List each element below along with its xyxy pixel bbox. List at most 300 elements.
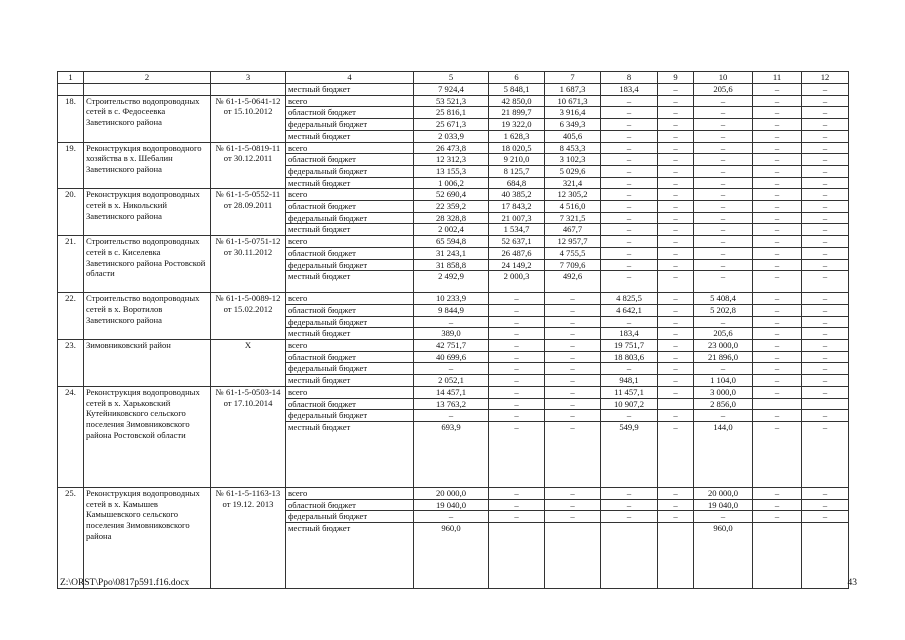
value-cell: – (545, 487, 601, 499)
value-cell: – (753, 304, 802, 316)
value-cell: 2 492,9 (414, 271, 489, 293)
value-cell: 3 916,4 (545, 107, 601, 119)
value-cell: – (601, 212, 658, 224)
value-cell: – (802, 107, 849, 119)
budget-type-cell: федеральный бюджет (286, 511, 414, 523)
value-cell: – (658, 499, 694, 511)
budget-type-cell: местный бюджет (286, 130, 414, 142)
value-cell: 22 359,2 (414, 201, 489, 213)
value-cell: – (802, 259, 849, 271)
table-row (58, 142, 849, 154)
value-cell: – (753, 351, 802, 363)
value-cell: 5 848,1 (489, 84, 545, 96)
value-cell: – (414, 363, 489, 375)
value-cell: 21 007,3 (489, 212, 545, 224)
value-cell: – (601, 236, 658, 248)
value-cell: – (658, 165, 694, 177)
value-cell: – (802, 130, 849, 142)
value-cell: 5 029,6 (545, 165, 601, 177)
column-number: 10 (694, 72, 753, 84)
value-cell: – (802, 119, 849, 131)
value-cell: – (601, 363, 658, 375)
value-cell: – (658, 142, 694, 154)
value-cell: – (753, 363, 802, 375)
value-cell: 4 516,0 (545, 201, 601, 213)
value-cell: – (802, 212, 849, 224)
value-cell: – (694, 247, 753, 259)
value-cell: 2 000,3 (489, 271, 545, 293)
document-number-cell: № 61-1-5-0552-11 от 28.09.2011 (211, 189, 286, 236)
value-cell: 21 899,7 (489, 107, 545, 119)
value-cell: – (658, 177, 694, 189)
value-cell: 19 040,0 (414, 499, 489, 511)
value-cell: – (753, 154, 802, 166)
value-cell: – (489, 421, 545, 487)
budget-type-cell: областной бюджет (286, 107, 414, 119)
value-cell: 19 040,0 (694, 499, 753, 511)
value-cell: – (802, 363, 849, 375)
value-cell: – (802, 154, 849, 166)
budget-type-cell: всего (286, 386, 414, 398)
document-number-cell: № 61-1-5-0819-11 от 30.12.2011 (211, 142, 286, 189)
value-cell: – (694, 142, 753, 154)
value-cell: 53 521,3 (414, 95, 489, 107)
value-cell: 28 328,8 (414, 212, 489, 224)
value-cell: – (658, 201, 694, 213)
value-cell: – (658, 271, 694, 293)
value-cell: – (802, 499, 849, 511)
value-cell: – (802, 410, 849, 422)
value-cell: 17 843,2 (489, 201, 545, 213)
value-cell: – (753, 142, 802, 154)
budget-type-cell: местный бюджет (286, 421, 414, 487)
budget-type-cell: федеральный бюджет (286, 363, 414, 375)
row-number-cell: 20. (58, 189, 84, 236)
column-number: 5 (414, 72, 489, 84)
value-cell: – (658, 375, 694, 387)
value-cell: – (658, 293, 694, 305)
value-cell: – (658, 224, 694, 236)
value-cell: – (753, 236, 802, 248)
value-cell: – (658, 259, 694, 271)
value-cell: 2 033,9 (414, 130, 489, 142)
value-cell: – (753, 177, 802, 189)
value-cell: – (545, 499, 601, 511)
value-cell: 2 052,1 (414, 375, 489, 387)
column-number: 8 (601, 72, 658, 84)
value-cell: 65 594,8 (414, 236, 489, 248)
value-cell: – (658, 212, 694, 224)
value-cell: 389,0 (414, 328, 489, 340)
value-cell: 19 322,0 (489, 119, 545, 131)
value-cell: 12 305,2 (545, 189, 601, 201)
value-cell: – (601, 511, 658, 523)
value-cell: – (658, 107, 694, 119)
value-cell: – (545, 328, 601, 340)
value-cell: – (658, 340, 694, 352)
value-cell: – (545, 410, 601, 422)
value-cell: – (658, 84, 694, 96)
value-cell: – (802, 351, 849, 363)
document-number-cell: № 61-1-5-1163-13 от 19.12. 2013 (211, 487, 286, 588)
budget-type-cell: федеральный бюджет (286, 259, 414, 271)
value-cell: – (658, 316, 694, 328)
value-cell: – (802, 421, 849, 487)
value-cell: 960,0 (414, 523, 489, 589)
value-cell: 25 671,3 (414, 119, 489, 131)
value-cell: – (489, 511, 545, 523)
value-cell: 21 896,0 (694, 351, 753, 363)
value-cell: 10 907,2 (601, 398, 658, 410)
value-cell: – (694, 119, 753, 131)
value-cell: – (601, 177, 658, 189)
value-cell: 9 844,9 (414, 304, 489, 316)
value-cell: – (802, 293, 849, 305)
value-cell (802, 523, 849, 589)
table-row (58, 487, 849, 499)
value-cell: – (601, 271, 658, 293)
value-cell: 18 020,5 (489, 142, 545, 154)
document-number-cell: Х (211, 340, 286, 387)
value-cell: – (753, 487, 802, 499)
budget-type-cell: федеральный бюджет (286, 410, 414, 422)
value-cell: 7 924,4 (414, 84, 489, 96)
budget-type-cell: местный бюджет (286, 271, 414, 293)
value-cell: 144,0 (694, 421, 753, 487)
value-cell: – (601, 247, 658, 259)
value-cell: 31 243,1 (414, 247, 489, 259)
value-cell: – (753, 130, 802, 142)
value-cell: – (753, 189, 802, 201)
value-cell: – (658, 421, 694, 487)
object-name-cell: Зимовниковский район (84, 340, 211, 387)
value-cell: – (753, 316, 802, 328)
value-cell: – (802, 189, 849, 201)
table-row (58, 293, 849, 305)
budget-type-cell: федеральный бюджет (286, 165, 414, 177)
value-cell: – (802, 247, 849, 259)
value-cell: – (658, 247, 694, 259)
value-cell: – (802, 375, 849, 387)
value-cell: – (753, 410, 802, 422)
budget-type-cell: областной бюджет (286, 398, 414, 410)
value-cell: 12 957,7 (545, 236, 601, 248)
value-cell: – (753, 375, 802, 387)
value-cell: 52 637,1 (489, 236, 545, 248)
value-cell: 25 816,1 (414, 107, 489, 119)
value-cell: – (753, 84, 802, 96)
value-cell: 549,9 (601, 421, 658, 487)
value-cell: – (802, 328, 849, 340)
value-cell: 8 453,3 (545, 142, 601, 154)
value-cell: – (601, 224, 658, 236)
value-cell: – (753, 271, 802, 293)
value-cell: – (414, 410, 489, 422)
value-cell: 1 534,7 (489, 224, 545, 236)
budget-type-cell: областной бюджет (286, 201, 414, 213)
value-cell: – (694, 316, 753, 328)
value-cell: – (694, 212, 753, 224)
value-cell: – (658, 328, 694, 340)
value-cell (753, 523, 802, 589)
value-cell: – (658, 511, 694, 523)
budget-type-cell: местный бюджет (286, 224, 414, 236)
budget-type-cell: всего (286, 340, 414, 352)
value-cell: 492,6 (545, 271, 601, 293)
budget-type-cell: федеральный бюджет (286, 212, 414, 224)
value-cell: – (694, 271, 753, 293)
value-cell: – (658, 236, 694, 248)
column-number: 3 (211, 72, 286, 84)
column-number: 2 (84, 72, 211, 84)
value-cell: – (694, 165, 753, 177)
value-cell: – (489, 499, 545, 511)
object-name-cell: Строительство водопроводных сетей в х. Воротилов Заветинского района (84, 293, 211, 340)
value-cell (601, 523, 658, 589)
value-cell: – (753, 165, 802, 177)
value-cell: – (802, 511, 849, 523)
column-number: 4 (286, 72, 414, 84)
document-number-cell: № 61-1-5-0503-14 от 17.10.2014 (211, 386, 286, 487)
row-number-cell: 22. (58, 293, 84, 340)
column-number: 1 (58, 72, 84, 84)
value-cell: 11 457,1 (601, 386, 658, 398)
value-cell: 684,8 (489, 177, 545, 189)
value-cell: – (658, 304, 694, 316)
value-cell: – (694, 511, 753, 523)
empty-cell (211, 84, 286, 96)
column-number: 11 (753, 72, 802, 84)
value-cell: – (753, 328, 802, 340)
value-cell: 948,1 (601, 375, 658, 387)
value-cell: – (802, 304, 849, 316)
table-header-row (58, 72, 849, 84)
value-cell: – (601, 107, 658, 119)
budget-type-cell: всего (286, 293, 414, 305)
value-cell: – (753, 293, 802, 305)
budget-type-cell: областной бюджет (286, 351, 414, 363)
value-cell: – (414, 511, 489, 523)
value-cell: – (802, 177, 849, 189)
value-cell: – (694, 259, 753, 271)
value-cell: – (802, 95, 849, 107)
value-cell: – (802, 201, 849, 213)
value-cell: 23 000,0 (694, 340, 753, 352)
value-cell: – (753, 511, 802, 523)
empty-cell (84, 84, 211, 96)
value-cell (658, 523, 694, 589)
value-cell: – (545, 398, 601, 410)
value-cell: – (658, 351, 694, 363)
value-cell: 9 210,0 (489, 154, 545, 166)
value-cell: – (601, 130, 658, 142)
value-cell: 4 825,5 (601, 293, 658, 305)
value-cell: – (489, 328, 545, 340)
value-cell: – (545, 340, 601, 352)
value-cell: – (489, 487, 545, 499)
value-cell: – (802, 236, 849, 248)
value-cell: – (601, 499, 658, 511)
object-name-cell: Реконструкция водопроводных сетей в х. Харьковский Кутейниковского сельского поселения Зимовниковского района Ростовской области (84, 386, 211, 487)
value-cell (658, 398, 694, 410)
value-cell: 321,4 (545, 177, 601, 189)
value-cell: – (694, 130, 753, 142)
value-cell: – (802, 487, 849, 499)
value-cell: – (802, 224, 849, 236)
value-cell (545, 523, 601, 589)
value-cell: – (545, 304, 601, 316)
budget-table (57, 71, 849, 589)
value-cell: 5 202,8 (694, 304, 753, 316)
value-cell: 13 155,3 (414, 165, 489, 177)
value-cell: – (694, 201, 753, 213)
value-cell: 1 006,2 (414, 177, 489, 189)
value-cell: 10 671,3 (545, 95, 601, 107)
value-cell: – (802, 142, 849, 154)
value-cell: – (658, 189, 694, 201)
value-cell: 183,4 (601, 84, 658, 96)
value-cell: – (545, 316, 601, 328)
value-cell: 26 487,6 (489, 247, 545, 259)
value-cell: 52 690,4 (414, 189, 489, 201)
value-cell: – (802, 271, 849, 293)
table-row (58, 95, 849, 107)
value-cell: – (489, 410, 545, 422)
value-cell: 467,7 (545, 224, 601, 236)
value-cell: 14 457,1 (414, 386, 489, 398)
budget-type-cell: местный бюджет (286, 328, 414, 340)
column-number: 9 (658, 72, 694, 84)
budget-type-cell: всего (286, 95, 414, 107)
table-row (58, 236, 849, 248)
value-cell: – (753, 212, 802, 224)
value-cell: – (545, 511, 601, 523)
budget-type-cell: областной бюджет (286, 304, 414, 316)
value-cell: – (694, 107, 753, 119)
value-cell: – (658, 410, 694, 422)
value-cell: – (601, 165, 658, 177)
row-number-cell: 23. (58, 340, 84, 387)
value-cell: 2 002,4 (414, 224, 489, 236)
value-cell: – (694, 177, 753, 189)
value-cell: 183,4 (601, 328, 658, 340)
value-cell: – (802, 316, 849, 328)
value-cell: – (658, 130, 694, 142)
value-cell: 42 751,7 (414, 340, 489, 352)
value-cell (753, 398, 802, 410)
value-cell: – (545, 421, 601, 487)
row-number-cell: 25. (58, 487, 84, 588)
value-cell: – (694, 154, 753, 166)
value-cell: 2 856,0 (694, 398, 753, 410)
value-cell: – (601, 410, 658, 422)
value-cell: 7 321,5 (545, 212, 601, 224)
value-cell: – (753, 340, 802, 352)
value-cell: – (601, 119, 658, 131)
value-cell: 20 000,0 (414, 487, 489, 499)
value-cell: 405,6 (545, 130, 601, 142)
budget-type-cell: всего (286, 189, 414, 201)
value-cell: 5 408,4 (694, 293, 753, 305)
value-cell: – (802, 165, 849, 177)
budget-type-cell: областной бюджет (286, 154, 414, 166)
value-cell: – (658, 154, 694, 166)
value-cell: – (802, 386, 849, 398)
object-name-cell: Реконструкция водопроводных сетей в х. Камышев Камышевского сельского поселения Зимовниковского района (84, 487, 211, 588)
value-cell: – (545, 293, 601, 305)
table-row (58, 84, 849, 96)
value-cell: – (753, 224, 802, 236)
value-cell: – (694, 363, 753, 375)
budget-type-cell: федеральный бюджет (286, 119, 414, 131)
document-number-cell: № 61-1-5-0751-12 от 30.11.2012 (211, 236, 286, 293)
value-cell: 40 385,2 (489, 189, 545, 201)
value-cell: – (753, 119, 802, 131)
value-cell: 40 699,6 (414, 351, 489, 363)
value-cell: – (601, 259, 658, 271)
value-cell (802, 398, 849, 410)
value-cell: – (545, 375, 601, 387)
value-cell: 3 102,3 (545, 154, 601, 166)
object-name-cell: Реконструкция водопроводного хозяйства в х. Шебалин Заветинского района (84, 142, 211, 189)
row-number-cell: 18. (58, 95, 84, 142)
value-cell: – (694, 189, 753, 201)
budget-type-cell: федеральный бюджет (286, 316, 414, 328)
table-row (58, 340, 849, 352)
value-cell: – (658, 119, 694, 131)
budget-type-cell: всего (286, 487, 414, 499)
value-cell: – (489, 304, 545, 316)
value-cell: – (753, 95, 802, 107)
value-cell: – (753, 247, 802, 259)
value-cell: – (489, 316, 545, 328)
value-cell: – (414, 316, 489, 328)
value-cell: – (753, 386, 802, 398)
value-cell: 20 000,0 (694, 487, 753, 499)
value-cell: 205,6 (694, 328, 753, 340)
object-name-cell: Реконструкция водопроводных сетей в х. Никольский Заветинского района (84, 189, 211, 236)
row-number-cell: 24. (58, 386, 84, 487)
column-number: 6 (489, 72, 545, 84)
value-cell: – (753, 107, 802, 119)
table-row (58, 189, 849, 201)
value-cell: – (658, 363, 694, 375)
value-cell: – (753, 259, 802, 271)
value-cell: – (601, 154, 658, 166)
row-number-cell: 19. (58, 142, 84, 189)
value-cell: – (545, 386, 601, 398)
value-cell: 6 349,3 (545, 119, 601, 131)
value-cell: – (489, 340, 545, 352)
value-cell: – (489, 363, 545, 375)
object-name-cell: Строительство водопроводных сетей в с. Киселевка Заветинского района Ростовской области (84, 236, 211, 293)
document-number-cell: № 61-1-5-0089-12 от 15.02.2012 (211, 293, 286, 340)
value-cell: 1 104,0 (694, 375, 753, 387)
budget-type-cell: местный бюджет (286, 84, 414, 96)
value-cell: 13 763,2 (414, 398, 489, 410)
value-cell: – (753, 201, 802, 213)
value-cell (489, 523, 545, 589)
value-cell: – (601, 189, 658, 201)
value-cell: – (601, 487, 658, 499)
value-cell: 10 233,9 (414, 293, 489, 305)
value-cell: – (601, 142, 658, 154)
value-cell: – (601, 316, 658, 328)
row-number-cell: 21. (58, 236, 84, 293)
column-number: 12 (802, 72, 849, 84)
object-name-cell: Строительство водопроводных сетей в с. Федосеевка Заветинского района (84, 95, 211, 142)
value-cell: 24 149,2 (489, 259, 545, 271)
